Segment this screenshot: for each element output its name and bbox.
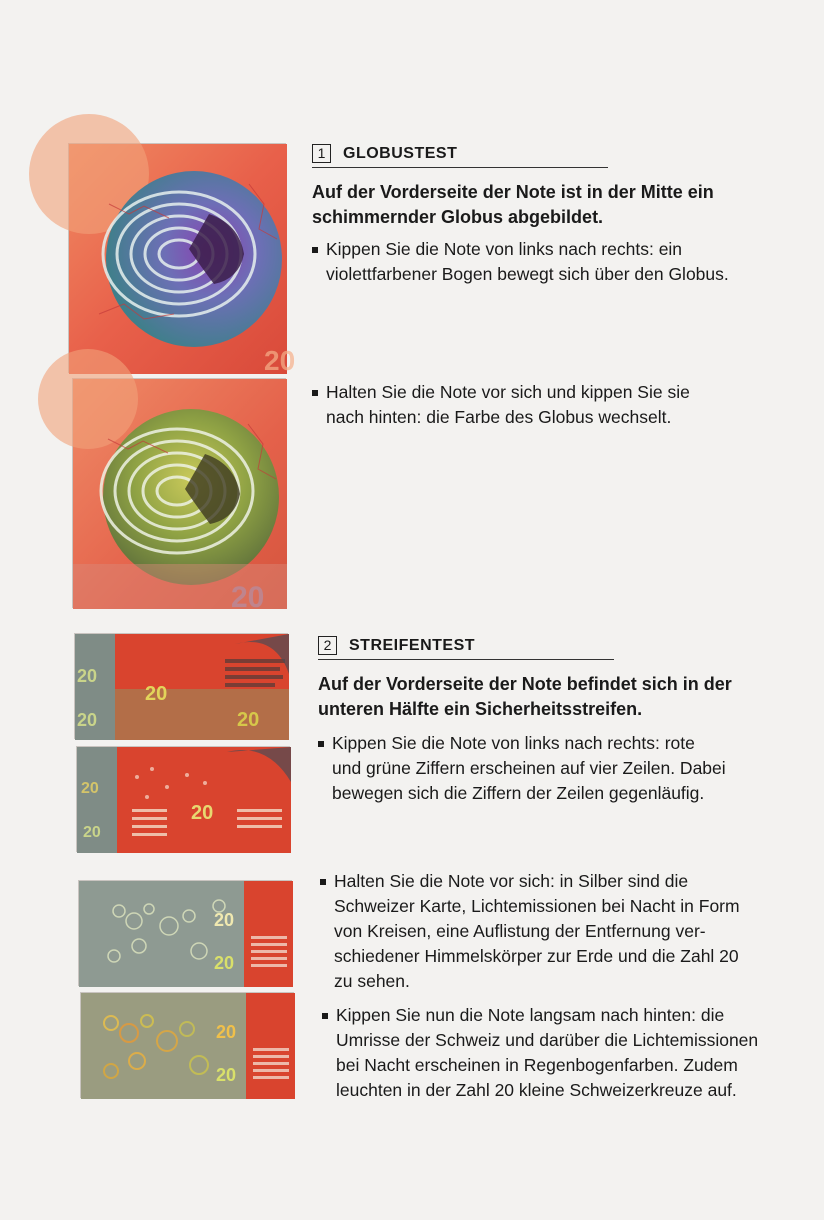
section-number: 2 xyxy=(318,636,337,655)
strip-image-3 xyxy=(78,880,292,986)
strip-digit: 20 xyxy=(77,666,98,686)
strip-digit: 20 xyxy=(77,710,98,730)
strip-digit: 20 xyxy=(81,780,99,797)
denomination-20: 20 xyxy=(216,1022,237,1042)
section-1-lead: Auf der Vorderseite der Note ist in der Mitte ein schimmernder Globus abgebildet. xyxy=(312,182,714,227)
section-1-header xyxy=(312,144,608,168)
section-1-bullet-2 xyxy=(312,380,772,430)
globe-image-purple xyxy=(68,143,296,376)
strip-digit: 20 xyxy=(145,683,168,705)
strip-digit: 20 xyxy=(83,824,101,841)
text-line: Kippen Sie die Note von links nach rechts: rote xyxy=(332,733,695,753)
section-2-header xyxy=(318,636,614,660)
text-line: Kippen Sie nun die Note langsam nach hinten: die xyxy=(336,1005,725,1025)
strip-digit: 20 xyxy=(237,709,260,731)
text-line: Kippen Sie die Note von links nach rechts: ein xyxy=(326,239,683,259)
text-line: nach hinten: die Farbe des Globus wechselt. xyxy=(326,407,672,427)
denomination-20: 20 xyxy=(264,345,296,376)
text-line: Halten Sie die Note vor sich und kippen Sie sie xyxy=(326,382,690,402)
text-line: bewegen sich die Ziffern der Zeilen gegenläufig. xyxy=(332,783,705,803)
strip-digit: 20 xyxy=(191,802,214,824)
text-line: violettfarbener Bogen bewegt sich über den Globus. xyxy=(326,264,729,284)
text-line: Umrisse der Schweiz und darüber die Lichtemissionen xyxy=(336,1030,759,1050)
text-line: und grüne Ziffern erscheinen auf vier Zeilen. Dabei xyxy=(332,758,726,778)
denomination-20: 20 xyxy=(214,953,235,973)
denomination-20: 20 xyxy=(216,1065,237,1085)
section-2-bullet-2 xyxy=(320,869,780,994)
text-line: schiedener Himmelskörper zur Erde und die Zahl 20 xyxy=(334,946,739,966)
strip-image-1 xyxy=(74,633,288,739)
strip-image-2 xyxy=(76,746,290,852)
globe-image-green xyxy=(72,378,286,614)
section-2-bullet-3 xyxy=(322,1003,782,1103)
strip-image-4 xyxy=(80,992,294,1098)
text-line: zu sehen. xyxy=(334,971,410,991)
section-2-bullet-1 xyxy=(318,731,778,806)
section-2-lead: Auf der Vorderseite der Note befindet sich in der unteren Hälfte ein Sicherheitsstreifen. xyxy=(318,674,732,719)
section-title: GLOBUSTEST xyxy=(343,144,458,162)
text-line: Schweizer Karte, Lichtemissionen bei Nacht in Form xyxy=(334,896,740,916)
denomination-20: 20 xyxy=(231,581,265,614)
text-line: Halten Sie die Note vor sich: in Silber sind die xyxy=(334,871,689,891)
text-line: bei Nacht erscheinen in Regenbogenfarben. Zudem xyxy=(336,1055,738,1075)
text-line: von Kreisen, eine Auflistung der Entfernung ver- xyxy=(334,921,706,941)
denomination-20: 20 xyxy=(214,910,235,930)
text-line: leuchten in der Zahl 20 kleine Schweizerkreuze auf. xyxy=(336,1080,737,1100)
section-title: STREIFENTEST xyxy=(349,636,476,654)
section-number: 1 xyxy=(312,144,331,163)
section-1-bullet-1 xyxy=(312,237,772,287)
